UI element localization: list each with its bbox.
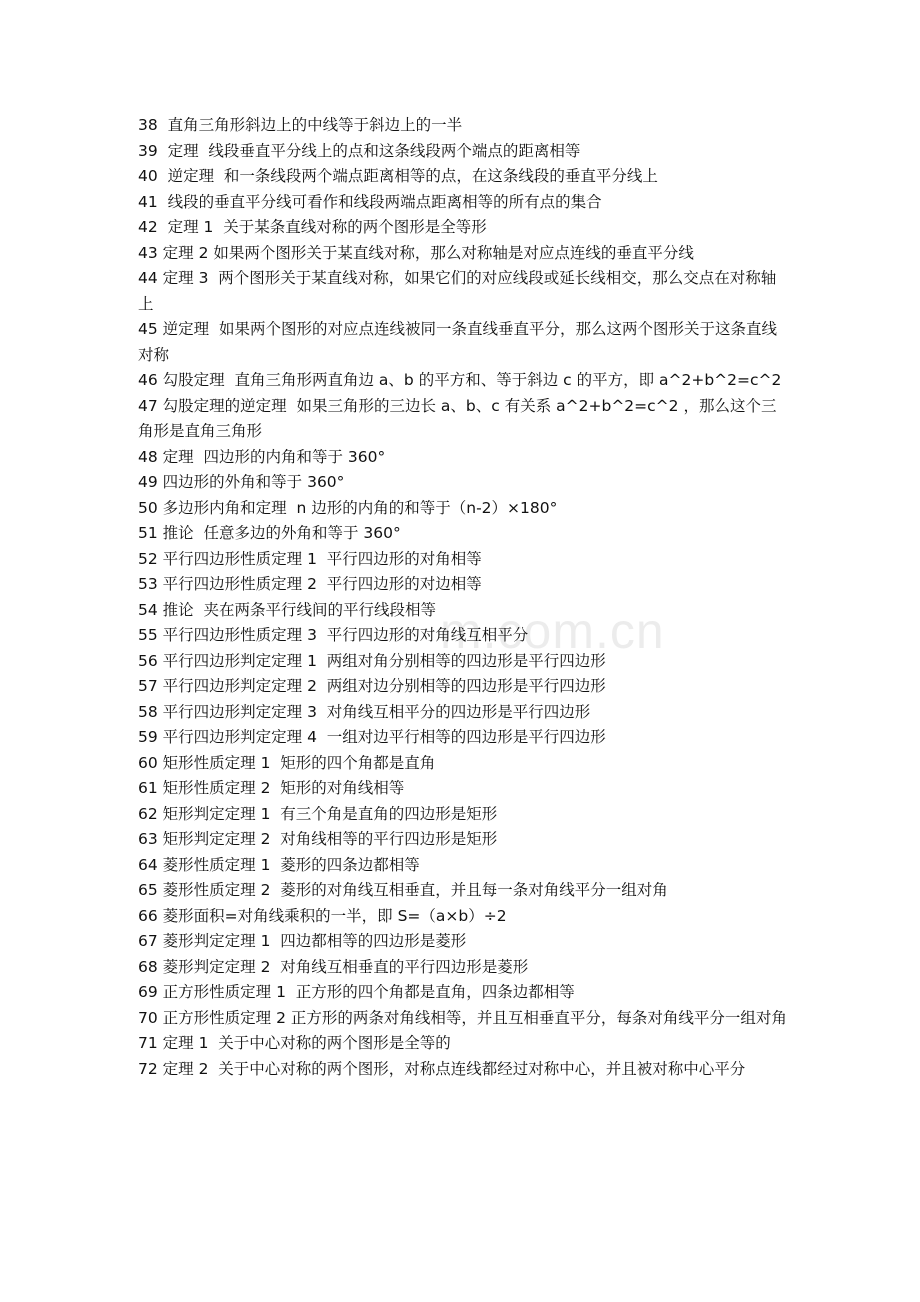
theorem-39: 39 定理 线段垂直平分线上的点和这条线段两个端点的距离相等 [138, 141, 581, 160]
theorem-56: 56 平行四边形判定定理 1 两组对角分别相等的四边形是平行四边形 [138, 651, 606, 670]
theorem-58: 58 平行四边形判定定理 3 对角线互相平分的四边形是平行四边形 [138, 702, 591, 721]
theorem-42: 42 定理 1 关于某条直线对称的两个图形是全等形 [138, 218, 487, 236]
theorem-list [138, 113, 788, 1082]
theorem-65: 65 菱形性质定理 2 菱形的对角线互相垂直，并且每一条对角线平分一组对角 [138, 881, 668, 899]
theorem-62: 62 矩形判定定理 1 有三个角是直角的四边形是矩形 [138, 804, 498, 823]
theorem-63: 63 矩形判定定理 2 对角线相等的平行四边形是矩形 [138, 830, 498, 848]
theorem-66: 66 菱形面积=对角线乘积的一半，即 S=（a×b）÷2 [138, 906, 507, 925]
watermark: m.com.cn [440, 603, 665, 659]
theorem-45: 45 逆定理 如果两个图形的对应点连线被同一条直线垂直平分，那么这两个图形关于这条直线对称 [138, 320, 778, 364]
theorem-59: 59 平行四边形判定定理 4 一组对边平行相等的四边形是平行四边形 [138, 728, 606, 746]
theorem-38: 38 直角三角形斜边上的中线等于斜边上的一半 [138, 116, 463, 134]
theorem-67: 67 菱形判定定理 1 四边都相等的四边形是菱形 [138, 932, 467, 950]
theorem-52: 52 平行四边形性质定理 1 平行四边形的对角相等 [138, 549, 482, 568]
theorem-69: 69 正方形性质定理 1 正方形的四个角都是直角，四条边都相等 [138, 983, 575, 1001]
theorem-49: 49 四边形的外角和等于 360° [138, 473, 345, 491]
theorem-51: 51 推论 任意多边的外角和等于 360° [138, 524, 401, 542]
theorem-72: 72 定理 2 关于中心对称的两个图形，对称点连线都经过对称中心，并且被对称中心平分 [138, 1059, 746, 1078]
theorem-68: 68 菱形判定定理 2 对角线互相垂直的平行四边形是菱形 [138, 957, 529, 976]
theorem-48: 48 定理 四边形的内角和等于 360° [138, 447, 386, 466]
theorem-41: 41 线段的垂直平分线可看作和线段两端点距离相等的所有点的集合 [138, 192, 602, 211]
theorem-40: 40 逆定理 和一条线段两个端点距离相等的点，在这条线段的垂直平分线上 [138, 167, 658, 185]
theorem-53: 53 平行四边形性质定理 2 平行四边形的对边相等 [138, 575, 482, 593]
theorem-70: 70 正方形性质定理 2 正方形的两条对角线相等，并且互相垂直平分，每条对角线平分一组对角 [138, 1008, 787, 1027]
theorem-46: 46 勾股定理 直角三角形两直角边 a、b 的平方和、等于斜边 c 的平方，即 a^2+b^2=c^2 [138, 371, 782, 389]
theorem-55: 55 平行四边形性质定理 3 平行四边形的对角线互相平分 [138, 626, 529, 644]
theorem-64: 64 菱形性质定理 1 菱形的四条边都相等 [138, 855, 420, 874]
theorem-47: 47 勾股定理的逆定理 如果三角形的三边长 a、b、c 有关系 a^2+b^2=c^2 ，那么这个三角形是直角三角形 [138, 396, 777, 440]
theorem-43: 43 定理 2 如果两个图形关于某直线对称，那么对称轴是对应点连线的垂直平分线 [138, 243, 694, 262]
theorem-54: 54 推论 夹在两条平行线间的平行线段相等 [138, 600, 437, 619]
theorem-44: 44 定理 3 两个图形关于某直线对称，如果它们的对应线段或延长线相交，那么交点在对称轴上 [138, 269, 777, 313]
theorem-50: 50 多边形内角和定理 n 边形的内角的和等于（n-2）×180° [138, 498, 558, 517]
theorem-71: 71 定理 1 关于中心对称的两个图形是全等的 [138, 1034, 451, 1052]
theorem-57: 57 平行四边形判定定理 2 两组对边分别相等的四边形是平行四边形 [138, 677, 606, 695]
theorem-60: 60 矩形性质定理 1 矩形的四个角都是直角 [138, 753, 436, 772]
theorem-61: 61 矩形性质定理 2 矩形的对角线相等 [138, 779, 405, 797]
